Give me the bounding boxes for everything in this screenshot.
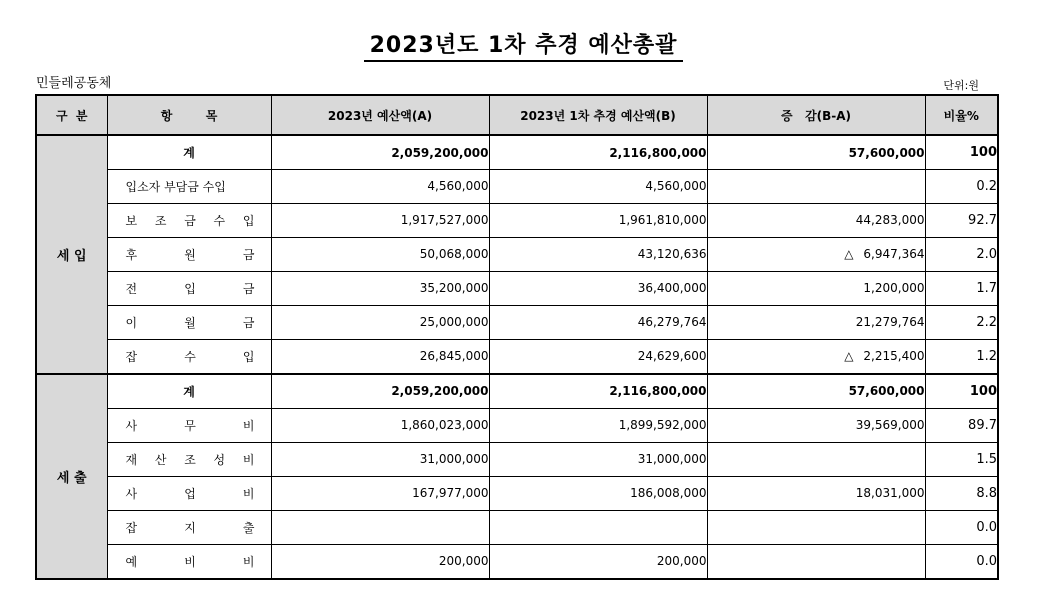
budget-b-value: 2,116,800,000 xyxy=(489,135,707,170)
item-label-spread xyxy=(108,451,271,468)
table-header-row xyxy=(36,95,998,135)
change-value xyxy=(707,476,925,510)
item-label-char: 조 xyxy=(184,452,196,467)
item-label-char: 업 xyxy=(184,486,196,501)
budget-a-value: 4,560,000 xyxy=(271,170,489,204)
change-value xyxy=(707,305,925,339)
item-label xyxy=(107,544,271,579)
item-label-char: 비 xyxy=(242,486,255,501)
change-value xyxy=(707,237,925,271)
item-label-char: 비 xyxy=(242,452,255,467)
item-label-char: 비 xyxy=(242,418,255,433)
table-row xyxy=(36,339,998,374)
header-category: 구 분 xyxy=(36,95,107,135)
item-label xyxy=(107,442,271,476)
change-amount: 21,279,764 xyxy=(855,315,925,330)
budget-b-value: 200,000 xyxy=(489,544,707,579)
budget-a-value: 25,000,000 xyxy=(271,305,489,339)
item-label-char: 성 xyxy=(213,452,226,467)
item-label xyxy=(107,510,271,544)
unit-label: 단위:원 xyxy=(943,79,979,92)
budget-b-value: 186,008,000 xyxy=(489,476,707,510)
decrease-marker: △ xyxy=(844,349,854,364)
item-label-char: 금 xyxy=(242,315,255,330)
change-amount: 2,215,400 xyxy=(863,349,925,364)
change-value xyxy=(707,374,925,409)
item-label-char: 사 xyxy=(125,418,138,433)
header-item: 항 목 xyxy=(107,95,271,135)
change-amount: 6,947,364 xyxy=(863,247,925,262)
item-label xyxy=(107,339,271,374)
item-label xyxy=(107,237,271,271)
item-label-spread xyxy=(108,246,271,263)
item-label-spread xyxy=(108,314,271,331)
item-label-char: 입 xyxy=(184,281,196,296)
header-budget-a: 2023년 예산액(A) xyxy=(271,95,489,135)
item-label-char: 금 xyxy=(184,213,196,228)
item-label-char: 조 xyxy=(154,213,167,228)
ratio-value: 8.8 xyxy=(925,476,998,510)
change-value xyxy=(707,203,925,237)
change-amount: 44,283,000 xyxy=(855,213,925,228)
change-value xyxy=(707,339,925,374)
table-row xyxy=(36,271,998,305)
item-label-char: 지 xyxy=(184,520,196,535)
ratio-value: 1.7 xyxy=(925,271,998,305)
item-label-char: 잡 xyxy=(125,349,138,364)
budget-a-value: 2,059,200,000 xyxy=(271,135,489,170)
budget-b-value: 36,400,000 xyxy=(489,271,707,305)
budget-b-value: 24,629,600 xyxy=(489,339,707,374)
item-label-char: 금 xyxy=(242,247,255,262)
budget-a-value xyxy=(271,510,489,544)
budget-b-value: 31,000,000 xyxy=(489,442,707,476)
item-label xyxy=(107,170,271,204)
item-total-label: 계 xyxy=(107,135,271,170)
change-value xyxy=(707,408,925,442)
item-label-char: 수 xyxy=(184,349,196,364)
ratio-value: 2.2 xyxy=(925,305,998,339)
budget-a-value: 2,059,200,000 xyxy=(271,374,489,409)
item-label-char: 비 xyxy=(242,554,255,569)
budget-b-value: 1,961,810,000 xyxy=(489,203,707,237)
header-ratio: 비율% xyxy=(925,95,998,135)
item-label-text: 입소자 부담금 수입 xyxy=(125,179,226,194)
change-value xyxy=(707,170,925,204)
item-label-spread xyxy=(108,280,271,297)
item-label-char: 산 xyxy=(154,452,167,467)
budget-b-value: 43,120,636 xyxy=(489,237,707,271)
table-row xyxy=(36,170,998,204)
item-label-spread xyxy=(108,417,271,434)
budget-b-value: 1,899,592,000 xyxy=(489,408,707,442)
item-label-char: 예 xyxy=(125,554,138,569)
budget-a-value: 200,000 xyxy=(271,544,489,579)
header-change: 증 감(B-A) xyxy=(707,95,925,135)
item-label-spread xyxy=(108,212,271,229)
item-label-char: 월 xyxy=(184,315,196,330)
table-row xyxy=(36,476,998,510)
budget-b-value: 4,560,000 xyxy=(489,170,707,204)
item-label-spread xyxy=(108,485,271,502)
item-label-char: 원 xyxy=(184,247,196,262)
budget-b-value: 2,116,800,000 xyxy=(489,374,707,409)
ratio-value: 1.5 xyxy=(925,442,998,476)
table-row xyxy=(36,237,998,271)
ratio-value: 0.2 xyxy=(925,170,998,204)
table-row xyxy=(36,510,998,544)
table-total-row xyxy=(36,374,998,409)
item-label-char: 전 xyxy=(125,281,138,296)
item-label-char: 잡 xyxy=(125,520,138,535)
item-label-spread xyxy=(108,348,271,365)
budget-b-value xyxy=(489,510,707,544)
table-row xyxy=(36,305,998,339)
item-label-char: 이 xyxy=(125,315,138,330)
item-label-char: 무 xyxy=(184,418,196,433)
item-label xyxy=(107,476,271,510)
item-label-char: 사 xyxy=(125,486,138,501)
item-label-char: 수 xyxy=(213,213,226,228)
budget-b-value: 46,279,764 xyxy=(489,305,707,339)
section-label: 세 입 xyxy=(36,135,107,374)
change-amount: 57,600,000 xyxy=(848,145,925,160)
ratio-value: 92.7 xyxy=(925,203,998,237)
change-amount: 57,600,000 xyxy=(848,384,925,399)
ratio-value: 100 xyxy=(925,135,998,170)
budget-a-value: 167,977,000 xyxy=(271,476,489,510)
budget-a-value: 35,200,000 xyxy=(271,271,489,305)
organization-name: 민들레공동체 xyxy=(36,76,112,91)
ratio-value: 0.0 xyxy=(925,544,998,579)
decrease-marker: △ xyxy=(844,247,854,262)
item-label-spread xyxy=(108,553,271,570)
item-label xyxy=(107,408,271,442)
document-title: 2023년도 1차 추경 예산총괄 xyxy=(364,28,684,62)
item-label-char: 보 xyxy=(125,213,138,228)
ratio-value: 2.0 xyxy=(925,237,998,271)
item-label-char: 재 xyxy=(125,452,138,467)
table-row xyxy=(36,408,998,442)
change-value xyxy=(707,271,925,305)
document-title-wrap xyxy=(0,28,1039,62)
table-total-row xyxy=(36,135,998,170)
change-amount: 39,569,000 xyxy=(855,418,925,433)
item-label-char: 입 xyxy=(242,349,255,364)
item-label xyxy=(107,305,271,339)
budget-a-value: 50,068,000 xyxy=(271,237,489,271)
change-amount: 1,200,000 xyxy=(863,281,925,296)
budget-a-value: 26,845,000 xyxy=(271,339,489,374)
item-label-spread xyxy=(108,519,271,536)
item-label xyxy=(107,271,271,305)
table-row xyxy=(36,203,998,237)
ratio-value: 0.0 xyxy=(925,510,998,544)
item-label-char: 입 xyxy=(242,213,255,228)
change-value xyxy=(707,442,925,476)
change-value xyxy=(707,510,925,544)
item-label xyxy=(107,203,271,237)
item-total-label: 계 xyxy=(107,374,271,409)
budget-a-value: 31,000,000 xyxy=(271,442,489,476)
item-label-char: 후 xyxy=(125,247,138,262)
section-label: 세 출 xyxy=(36,374,107,579)
item-label-char: 출 xyxy=(242,520,255,535)
table-row xyxy=(36,544,998,579)
ratio-value: 1.2 xyxy=(925,339,998,374)
change-value xyxy=(707,544,925,579)
ratio-value: 89.7 xyxy=(925,408,998,442)
budget-a-value: 1,860,023,000 xyxy=(271,408,489,442)
item-label-char: 비 xyxy=(184,554,196,569)
budget-summary-table xyxy=(35,94,999,580)
table-row xyxy=(36,442,998,476)
budget-a-value: 1,917,527,000 xyxy=(271,203,489,237)
item-label-char: 금 xyxy=(242,281,255,296)
ratio-value: 100 xyxy=(925,374,998,409)
header-budget-b: 2023년 1차 추경 예산액(B) xyxy=(489,95,707,135)
change-value xyxy=(707,135,925,170)
change-amount: 18,031,000 xyxy=(855,486,925,501)
